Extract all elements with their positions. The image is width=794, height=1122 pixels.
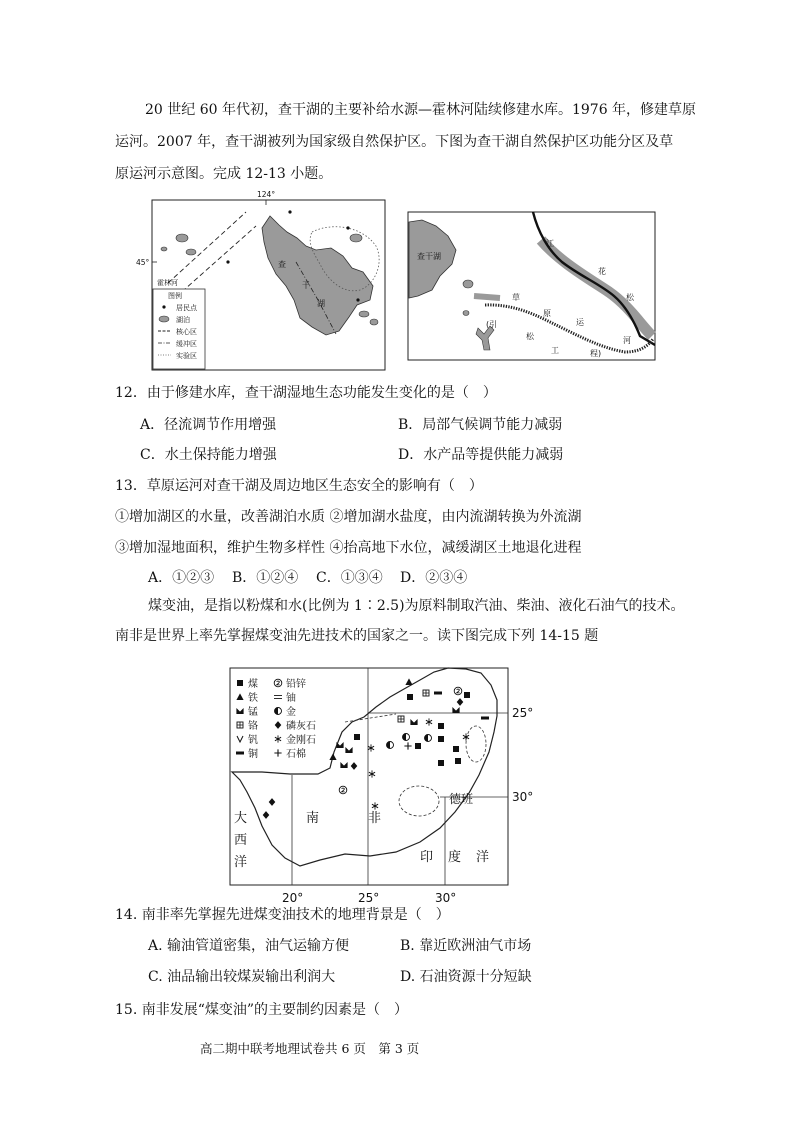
atlantic-ocean-char-2: 西 xyxy=(234,833,248,848)
durban-label: 德班 xyxy=(449,792,474,806)
map-frame xyxy=(230,668,508,885)
country-char-1: 南 xyxy=(306,811,320,826)
legend-label-lead-zinc: 铅锌 xyxy=(286,679,306,690)
longitude-label-20: 20° xyxy=(282,891,304,905)
project-char-4: 程) xyxy=(590,349,602,358)
canal-wetland-strip xyxy=(474,296,500,298)
indian-ocean-char-1: 印 xyxy=(420,850,434,865)
canal-char-4: 河 xyxy=(623,336,631,345)
coal-symbol xyxy=(407,694,413,700)
project-char-3: 工 xyxy=(551,346,559,355)
legend-label-coal: 煤 xyxy=(248,679,258,690)
lead-zinc-symbol xyxy=(339,786,347,794)
question-13-option-b[interactable]: B．①②④ xyxy=(232,570,299,586)
small-lake xyxy=(161,247,167,251)
indian-ocean-char-2: 度 xyxy=(448,850,462,865)
coal-symbol xyxy=(438,723,444,729)
grassland-canal-map-content xyxy=(408,212,655,360)
lead-zinc-symbol xyxy=(454,687,462,695)
canal-char-1: 草 xyxy=(512,293,520,302)
coal-symbol xyxy=(453,746,459,752)
gold-symbol xyxy=(425,735,432,742)
grassland-canal-map xyxy=(405,208,660,364)
copper-symbol xyxy=(481,717,489,720)
legend-label-gold: 金 xyxy=(286,707,296,718)
atlantic-ocean-char-1: 大 xyxy=(234,811,248,826)
passage-1-line-2: 运河。2007 年，查干湖被列为国家级自然保护区。下图为查干湖自然保护区功能分区及草 xyxy=(115,134,674,150)
crossed-square-icon xyxy=(237,722,243,728)
question-13-option-d[interactable]: D．②③④ xyxy=(400,570,468,586)
settlement-dot-icon xyxy=(346,226,349,229)
settlement-dot-icon xyxy=(226,260,229,263)
legend-label-phosphate: 磷灰石 xyxy=(286,721,316,732)
river-char-1: 江 xyxy=(546,239,554,248)
project-char-1: (引 xyxy=(486,320,498,329)
lake-char-2: 干 xyxy=(302,281,310,290)
question-13-statements-2: ③增加湿地面积，维护生物多样性 ④抬高地下水位，减缓湖区土地退化进程 xyxy=(115,540,582,556)
small-lake xyxy=(359,311,369,317)
lake-char-1: 查 xyxy=(278,260,286,269)
lake-char-3: 湖 xyxy=(317,299,325,308)
legend-label-copper: 铜 xyxy=(248,749,258,760)
chromium-symbol xyxy=(398,716,404,722)
latitude-label-30: 30° xyxy=(512,790,534,804)
coal-symbol xyxy=(455,758,461,764)
question-14-stem: 14. 南非率先掌握先进煤变油技术的地理背景是（ ） xyxy=(115,907,450,923)
atlantic-ocean-char-3: 洋 xyxy=(234,855,248,870)
question-13-option-a[interactable]: A．①②③ xyxy=(148,570,215,586)
passage-1-line-1: 20 世纪 60 年代初，查干湖的主要补给水源—霍林河陆续修建水库。1976 年，修建草原 xyxy=(145,102,697,118)
legend-title: 图例 xyxy=(168,292,182,300)
question-14-option-a[interactable]: A. 输油管道密集，油气运输方便 xyxy=(148,938,350,954)
small-lake xyxy=(176,234,188,242)
canal-char-3: 运 xyxy=(576,318,584,327)
lake-fill-icon xyxy=(159,316,169,322)
legend-label-manganese: 锰 xyxy=(248,707,258,718)
gold-symbol xyxy=(403,734,410,741)
question-12-stem: 12．由于修建水库，查干湖湿地生态功能发生变化的是（ ） xyxy=(115,385,497,401)
question-13-option-c[interactable]: C．①③④ xyxy=(316,570,383,586)
coal-symbol xyxy=(415,743,421,749)
south-africa-minerals-map xyxy=(225,660,540,908)
project-char-2: 松 xyxy=(526,332,534,341)
half-filled-circle-icon xyxy=(275,708,282,715)
indian-ocean-char-3: 洋 xyxy=(476,850,490,865)
legend-label-diamond: 金刚石 xyxy=(286,735,316,746)
coal-symbol xyxy=(438,760,444,766)
latitude-label: 45° xyxy=(136,258,150,267)
question-12-option-a[interactable]: A．径流调节作用增强 xyxy=(140,417,277,433)
question-14-option-d[interactable]: D. 石油资源十分短缺 xyxy=(400,969,532,985)
legend-label-vanadium: 钒 xyxy=(248,735,258,746)
question-15-stem: 15. 南非发展“煤变油”的主要制约因素是（ ） xyxy=(115,1002,409,1018)
question-12-option-b[interactable]: B．局部气候调节能力减弱 xyxy=(398,417,563,433)
settlement-dot-icon xyxy=(162,305,165,308)
legend-label-iron: 铁 xyxy=(248,693,258,704)
legend-label-uranium: 铀 xyxy=(286,693,296,704)
coal-symbol xyxy=(438,736,444,742)
small-lake xyxy=(350,234,362,242)
passage-1-line-3: 原运河示意图。完成 12-13 小题。 xyxy=(115,166,333,182)
coal-symbol xyxy=(354,734,360,740)
question-12-option-d[interactable]: D．水产品等提供能力减弱 xyxy=(398,447,564,463)
river-char-2: 花 xyxy=(598,267,606,276)
small-lake xyxy=(463,311,469,316)
legend-label-experimental-zone: 实验区 xyxy=(176,352,197,360)
settlement-dot-icon xyxy=(288,210,291,213)
filled-square-icon xyxy=(237,680,243,686)
chromium-symbol xyxy=(423,690,429,696)
question-13-stem: 13．草原运河对查干湖及周边地区生态安全的影响有（ ） xyxy=(115,478,483,494)
legend-label-settlement: 居民点 xyxy=(176,304,197,312)
question-12-option-c[interactable]: C．水土保持能力增强 xyxy=(140,447,277,463)
canal-char-2: 原 xyxy=(543,309,551,318)
passage-2-line-2: 南非是世界上率先掌握煤变油先进技术的国家之一。读下图完成下列 14-15 题 xyxy=(115,628,599,644)
legend-label-core-zone: 核心区 xyxy=(176,328,197,336)
passage-2-line-1: 煤变油，是指以粉煤和水(比例为 1∶2.5)为原料制取汽油、柴油、液化石油气的技术。 xyxy=(148,598,685,614)
question-14-option-b[interactable]: B. 靠近欧洲油气市场 xyxy=(400,938,532,954)
legend-label-buffer-zone: 缓冲区 xyxy=(176,340,197,348)
question-14-option-c[interactable]: C. 油品输出较煤炭输出利润大 xyxy=(148,969,336,985)
legend-label-asbestos: 石棉 xyxy=(286,749,306,760)
circled-two-icon xyxy=(274,679,282,687)
longitude-label-25: 25° xyxy=(358,891,380,905)
south-africa-map-content xyxy=(230,668,533,905)
page-footer: 高二期中联考地理试卷共 6 页 第 3 页 xyxy=(200,1041,420,1056)
legend-label-lake: 湖泊 xyxy=(176,316,190,324)
question-13-statements-1: ①增加湖区的水量，改善湖泊水质 ②增加湖水盐度，由内流湖转换为外流湖 xyxy=(115,509,582,525)
copper-symbol xyxy=(434,692,442,695)
settlement-dot-icon xyxy=(356,298,359,301)
small-lake xyxy=(463,280,473,288)
zones-legend xyxy=(153,289,205,369)
small-lake xyxy=(370,319,378,325)
chagan-zones-map xyxy=(130,186,390,374)
small-lake xyxy=(186,249,196,255)
river-label: 霍林河 xyxy=(157,279,178,287)
legend-label-chromium: 铬 xyxy=(248,721,258,732)
filled-bar-icon xyxy=(236,752,244,755)
chagan-zones-map-content xyxy=(136,190,385,370)
latitude-label-25: 25° xyxy=(512,706,534,720)
lake-label: 查干湖 xyxy=(417,252,441,261)
longitude-label-30: 30° xyxy=(435,891,457,905)
longitude-label: 124° xyxy=(257,190,276,199)
gold-symbol xyxy=(387,742,394,749)
river-char-3: 松 xyxy=(626,293,634,302)
coal-symbol xyxy=(464,692,470,698)
country-char-2: 非 xyxy=(368,811,382,826)
